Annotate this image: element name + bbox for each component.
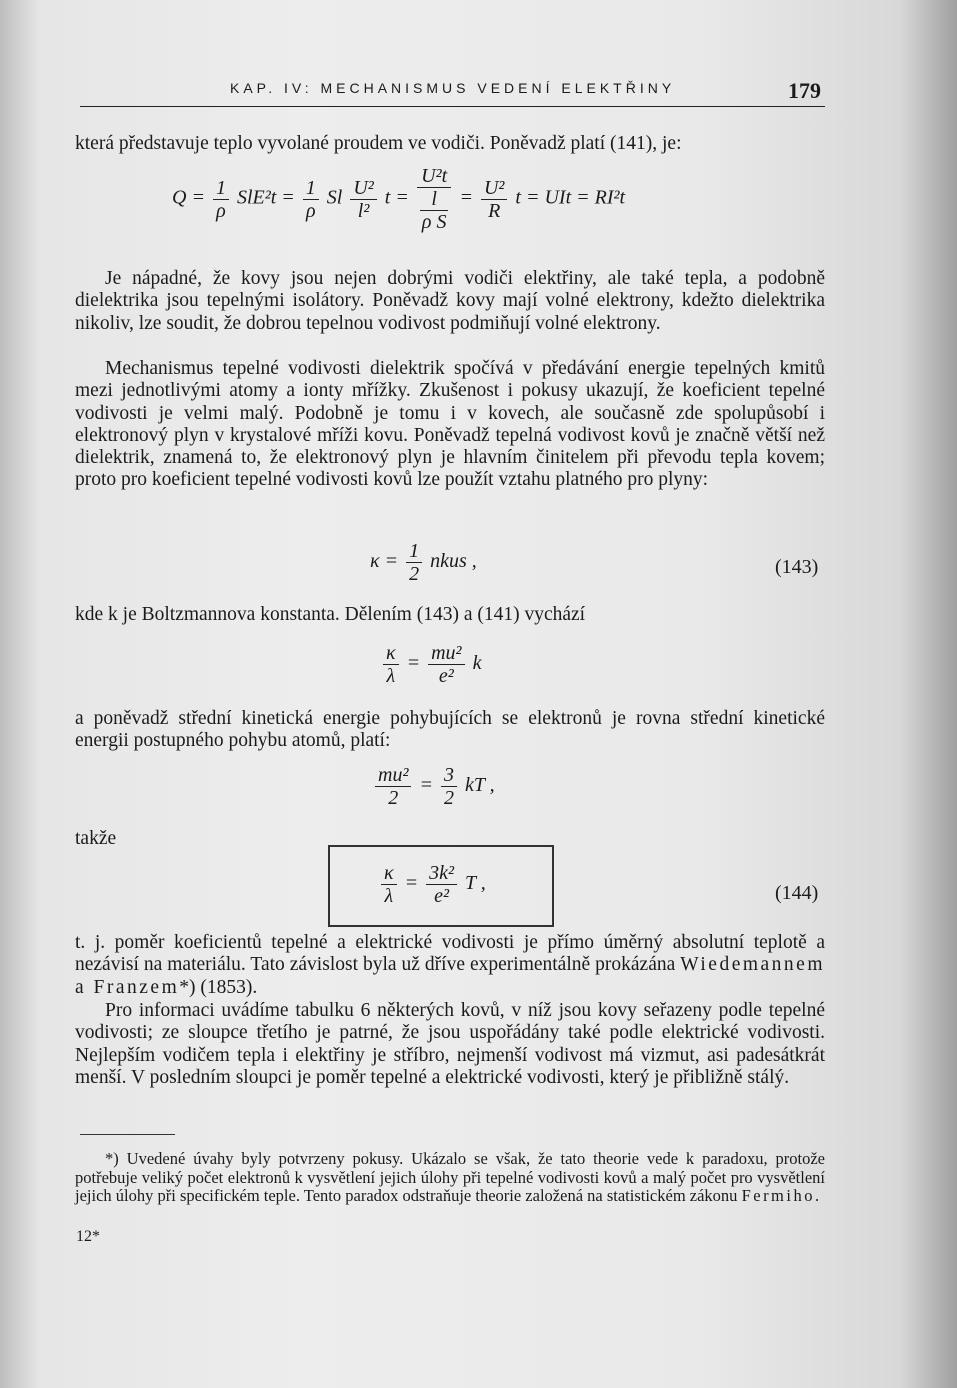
ratio-k: k [472,652,482,675]
ratio-num2: mu² [428,642,464,665]
energy-equals: = [419,774,433,797]
equation-number-143: (143) [775,556,819,578]
running-title: KAP. IV: MECHANISMUS VEDENÍ ELEKTŘINY [230,80,676,96]
eq143-num: 1 [406,540,422,563]
eq1-rho-over-s: ρ S [421,211,447,233]
p6-names: Wiedemannem a Franzem [75,954,825,998]
takze-text: takže [75,828,117,849]
equation-energy [372,764,495,809]
eq144-num1: κ [381,862,397,885]
equation-144 [378,862,486,907]
equation-joule-heat [172,165,625,233]
eq143-rhs: nkus , [430,550,477,573]
paragraph-boltzmann [75,604,825,626]
ratio-num1: κ [383,642,399,665]
eq1-frac4-num: U²t [417,165,452,188]
footnote-text [75,1150,825,1206]
eq1-q: Q = [172,186,205,209]
energy-den1: 2 [388,787,399,809]
intro-paragraph [75,133,825,155]
paragraph-table-intro [75,1000,825,1089]
p3-text: Mechanismus tepelné vodivosti dielektrik spočívá v předávání energie tepelných kmitů mezi jednotlivými atomy a ionty mřížky. Zkušenost i pokusy ukazují, že koeficient tepelné vodivosti je velmi malý. Podobně je tomu i v kovech, ale současně zde spolupůsobí i elektronový plyn v krystalové mříži kovu. Poněvadž tepelná vodivost kovů je značně větší než dielektrik, znamená to, že elektronový plyn je hlavním činitelem při převodu tepla kovem; proto pro koeficient tepelné vodivosti kovů lze použít vztahu platného pro plyny: [75,358,825,491]
p4-text: kde k je Boltzmannova konstanta. Dělením (143) a (141) vychází [75,604,586,625]
equation-ratio [380,642,481,687]
eq1-term1: SlE²t = [236,186,295,209]
equation-143 [370,540,477,585]
paragraph-wiedemann-franz [75,932,825,999]
eq1-equals: = [459,186,473,209]
ratio-equals: = [406,652,421,675]
energy-rhs: kT , [464,774,495,797]
energy-num1: mu² [375,764,411,787]
energy-num2: 3 [441,764,457,787]
p2-text: Je nápadné, že kovy jsou nejen dobrými vodiči elektřiny, ale také tepla, a podobně dielektrika jsou tepelnými isolátory. Poněvadž kovy mají volné elektrony, kdežto dielektrika nikoliv, lze soudit, že dobrou tepelnou vodivost podmiňují volné elektrony. [75,268,825,334]
p6-start: t. j. poměr koeficientů tepelné a elektrické vodivosti je přímo úměrný absolutní teplotě a nezávisí na materiálu. Tato závislost byla už dříve experimentálně prokázána [75,932,825,976]
eq1-frac5-num: U² [481,177,507,200]
eq144-den1: λ [384,885,394,907]
p5-text: a poněvadž střední kinetická energie pohybujících se elektronů je rovna střední kinetické energii postupného pohybu atomů, platí: [75,708,825,752]
eq1-frac1-den: ρ [216,199,226,222]
footnote-rule [80,1134,175,1135]
eq143-den: 2 [409,563,420,585]
footnote [75,1150,825,1206]
eq1-frac4-den [417,188,452,233]
eq144-num2: 3k² [426,862,457,885]
eq144-equals: = [404,872,419,895]
intro-text: která představuje teplo vyvolané proudem ve vodiči. Poněvadž platí (141), je: [75,133,682,154]
p6-end: *) (1853). [179,976,258,998]
p7-text: Pro informaci uvádíme tabulku 6 některých kovů, v níž jsou kovy seřazeny podle tepelné vodivosti; ze sloupce třetího je patrné, že jsou uspořádány také podle elektrické vodivosti. Nejlepším vodičem tepla i elektřiny je stříbro, nejmenší vodivost má vizmut, asi padesátkrát menší. V posledním sloupci je poměr tepelné a elektrické vodivosti, který je přibližně stálý. [75,1000,825,1088]
paragraph-metals-conductors [75,268,825,335]
footnote-end: . [814,1186,820,1205]
eq1-frac1-num: 1 [213,177,229,200]
eq1-term2: Sl [326,186,343,209]
eq1-l: l [431,188,437,210]
eq144-den2: e² [434,885,449,907]
eq1-frac5-den: R [488,199,501,222]
eq144-rhs: T , [464,872,486,895]
page-number: 179 [788,78,821,103]
p6-text [75,932,825,999]
ratio-den2: e² [438,665,454,687]
printer-signature: 12* [76,1228,100,1245]
header-rule [80,106,825,107]
ratio-den1: λ [386,665,396,687]
eq1-frac2-den: ρ [305,199,316,222]
footnote-body: *) Uvedené úvahy byly potvrzeny pokusy. Ukázalo se však, že tato theorie vede k paradoxu, protože potřebuje veliký počet elektronů k vysvětlení jejich úlohy při tepelné vodivosti kovů a malý počet pro vysvětlení jejich úlohy při specifickém teple. Tento paradox odstraňuje theorie založená na statistickém zákonu [75,1149,825,1205]
eq1-frac3-den: l² [357,199,370,222]
paragraph-kinetic-energy [75,708,825,753]
equation-number-144: (144) [775,882,819,904]
eq1-frac2-num: 1 [303,177,319,200]
paragraph-mechanism [75,358,825,492]
footnote-name: Fermiho [741,1186,815,1205]
eq1-term3: t = [384,186,409,209]
eq1-tail: t = UIt = RI²t [515,186,626,209]
eq1-frac3-num: U² [350,177,376,200]
energy-den2: 2 [443,787,454,809]
eq143-lhs: κ = [370,550,399,573]
